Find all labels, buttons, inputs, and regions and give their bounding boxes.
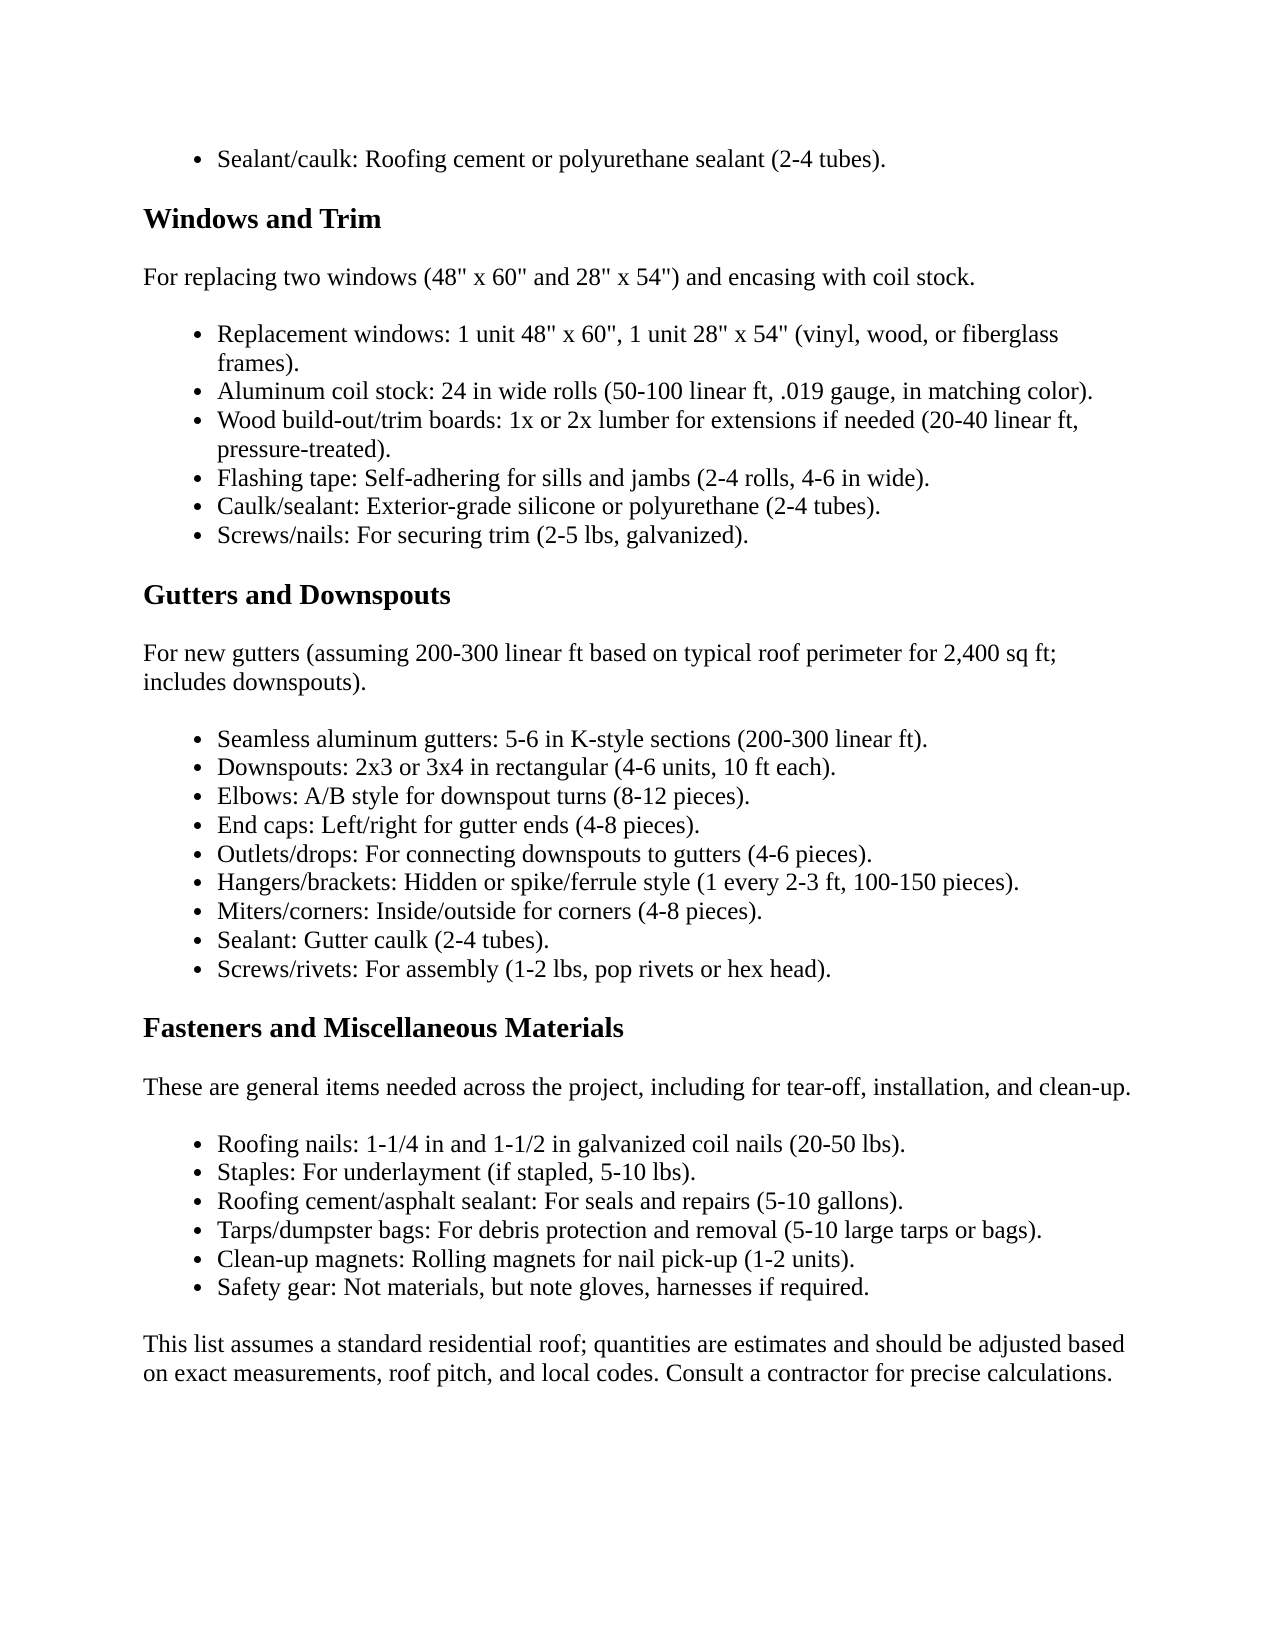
list-item: • Flashing tape: Self-adhering for sills and jambs (2-4 rolls, 4-6 in wide). [215,465,1132,494]
section-heading-gutters-and-downspouts: Gutters and Downspouts [143,578,451,611]
list-item: • Miters/corners: Inside/outside for corners (4-8 pieces). [215,898,1132,927]
section-intro-fasteners-and-miscellaneous: These are general items needed across the project, including for tear-off, installation, and clean-up. [143,1073,1132,1101]
list-item: • Hangers/brackets: Hidden or spike/ferrule style (1 every 2-3 ft, 100-150 pieces). [215,869,1132,898]
leading-materials-list [143,146,1132,175]
list-item: • Caulk/sealant: Exterior-grade silicone or polyurethane (2-4 tubes). [215,493,1132,522]
list-item: • Sealant: Gutter caulk (2-4 tubes). [215,927,1132,956]
materials-list-gutters-and-downspouts [143,726,1132,985]
section-intro-gutters-and-downspouts: For new gutters (assuming 200-300 linear ft based on typical roof perimeter for 2,400 sq ft; includes downspouts). [143,640,1057,696]
list-item: • Downspouts: 2x3 or 3x4 in rectangular (4-6 units, 10 ft each). [215,754,1132,783]
list-item: • End caps: Left/right for gutter ends (4-8 pieces). [215,812,1132,841]
closing-paragraph: This list assumes a standard residential roof; quantities are estimates and should be adjusted based on exact measurements, roof pitch, and local codes. Consult a contractor for precise calculations. [143,1331,1125,1387]
list-item: • Elbows: A/B style for downspout turns (8-12 pieces). [215,783,1132,812]
list-item: • Outlets/drops: For connecting downspouts to gutters (4-6 pieces). [215,841,1132,870]
list-item: • Tarps/dumpster bags: For debris protection and removal (5-10 large tarps or bags). [215,1217,1132,1246]
list-item: • Sealant/caulk: Roofing cement or polyurethane sealant (2-4 tubes). [215,146,1132,175]
section-heading-windows-and-trim: Windows and Trim [143,202,382,235]
list-item: • Wood build-out/trim boards: 1x or 2x lumber for extensions if needed (20-40 linear ft, pressure-treated). [215,407,1132,465]
materials-list-windows-and-trim [143,321,1132,551]
list-item: • Staples: For underlayment (if stapled, 5-10 lbs). [215,1159,1132,1188]
list-item: • Screws/nails: For securing trim (2-5 lbs, galvanized). [215,522,1132,551]
section-heading-fasteners-and-miscellaneous: Fasteners and Miscellaneous Materials [143,1012,624,1045]
section-intro-windows-and-trim: For replacing two windows (48" x 60" and 28" x 54") and encasing with coil stock. [143,264,976,292]
list-item: • Clean-up magnets: Rolling magnets for nail pick-up (1-2 units). [215,1246,1132,1275]
materials-list-fasteners-and-miscellaneous [143,1131,1132,1304]
list-item: • Roofing cement/asphalt sealant: For seals and repairs (5-10 gallons). [215,1188,1132,1217]
list-item: • Roofing nails: 1-1/4 in and 1-1/2 in galvanized coil nails (20-50 lbs). [215,1131,1132,1160]
list-item: • Aluminum coil stock: 24 in wide rolls (50-100 linear ft, .019 gauge, in matching color). [215,378,1132,407]
list-item: • Seamless aluminum gutters: 5-6 in K-style sections (200-300 linear ft). [215,726,1132,755]
list-item: • Screws/rivets: For assembly (1-2 lbs, pop rivets or hex head). [215,956,1132,985]
list-item: • Safety gear: Not materials, but note gloves, harnesses if required. [215,1274,1132,1303]
list-item: • Replacement windows: 1 unit 48" x 60", 1 unit 28" x 54" (vinyl, wood, or fiberglass frames). [215,321,1132,379]
